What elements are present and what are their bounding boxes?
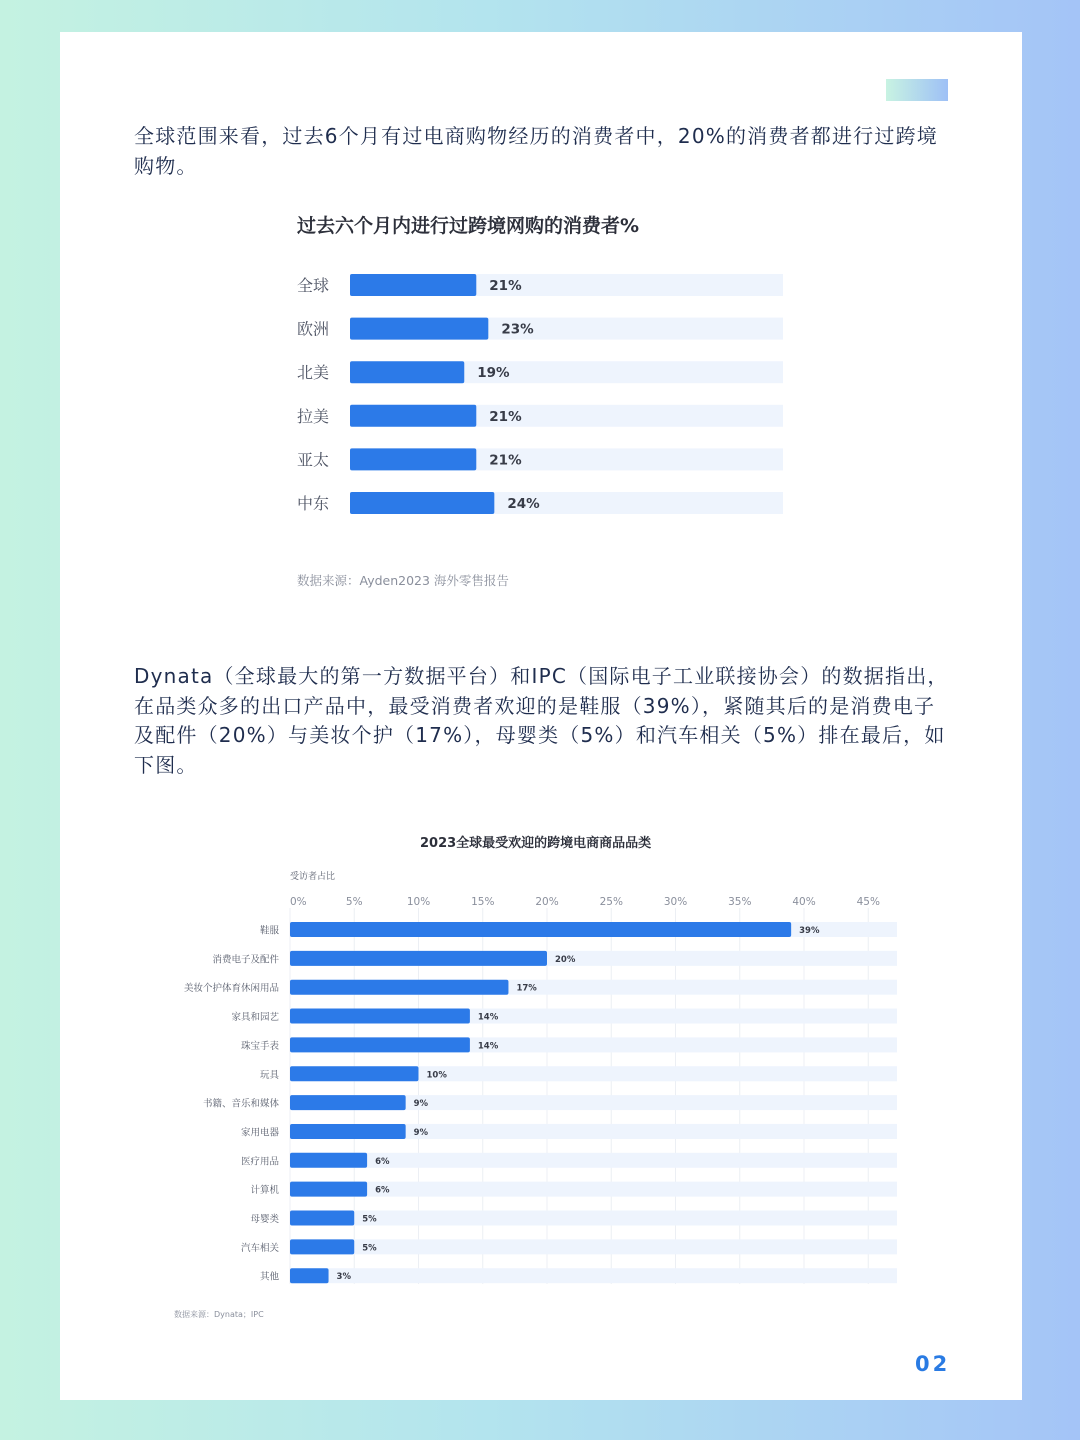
chart-1-value-label: 19% — [477, 365, 510, 382]
chart-2-bar — [290, 980, 508, 995]
chart-2-value-label: 9% — [413, 1127, 429, 1138]
chart-2-category-label: 家具和园艺 — [231, 1012, 279, 1024]
chart-2-tick-label: 15% — [471, 896, 495, 908]
paragraph-global-crossborder: 全球范围来看，过去6个月有过电商购物经历的消费者中，20%的消费者都进行过跨境购物。 — [134, 124, 938, 178]
chart-2-category-label: 玩具 — [259, 1069, 279, 1081]
chart-2-bar — [290, 1268, 329, 1283]
chart-2-bar — [290, 1095, 406, 1110]
chart-2-value-label: 10% — [426, 1070, 447, 1081]
chart-2-bar — [290, 1182, 367, 1197]
chart-2-bar — [290, 1239, 354, 1254]
chart-2-value-label: 14% — [477, 1012, 499, 1023]
chart-2-value-label: 3% — [336, 1272, 351, 1283]
chart-2-bar — [290, 1153, 367, 1168]
chart-2-category-label: 母婴类 — [250, 1214, 279, 1225]
chart-2-bar — [290, 1124, 406, 1139]
chart-1-value-label: 21% — [489, 408, 522, 425]
chart-1-value-label: 24% — [507, 496, 540, 512]
chart-2-value-label: 6% — [375, 1185, 390, 1196]
chart-2-value-label: 6% — [375, 1156, 390, 1167]
chart-2-category-label: 书籍、音乐和媒体 — [202, 1098, 279, 1110]
chart-2-value-label: 39% — [799, 926, 820, 936]
chart-1-value-label: 21% — [489, 278, 522, 294]
chart-2-title: 2023全球最受欢迎的跨境电商商品品类 — [420, 836, 652, 851]
chart-2-category-label: 家用电器 — [240, 1127, 279, 1139]
chart-1-value-label: 23% — [501, 321, 534, 338]
chart-2-tick-label: 20% — [535, 896, 559, 908]
chart-2-category-label: 消费电子及配件 — [212, 954, 279, 966]
chart-2-value-label: 17% — [516, 983, 537, 994]
chart-2-value-label: 14% — [477, 1041, 499, 1052]
chart-2-category-label: 其他 — [259, 1271, 279, 1283]
page-number: 02 — [915, 1352, 951, 1376]
chart-2-bar — [290, 922, 791, 937]
chart-2-track — [290, 1268, 897, 1283]
chart-2-category-label: 鞋服 — [259, 925, 279, 937]
chart-1-category-label: 北美 — [297, 363, 330, 383]
chart-1-category-label: 中东 — [297, 494, 330, 513]
chart-2-value-label: 5% — [362, 1243, 377, 1254]
chart-1-category-label: 拉美 — [297, 406, 330, 426]
chart-2-track — [290, 1239, 897, 1254]
chart-2-value-label: 20% — [555, 954, 576, 965]
chart-2-category-label: 珠宝手表 — [240, 1040, 279, 1052]
chart-2-tick-label: 0% — [290, 896, 307, 908]
chart-2-tick-label: 45% — [856, 896, 880, 908]
chart-1-title: 过去六个月内进行过跨境网购的消费者% — [297, 215, 640, 237]
paragraph-popular-categories: Dynata（全球最大的第一方数据平台）和IPC（国际电子工业联接协会）的数据指出，在品类众多的出口产品中，最受消费者欢迎的是鞋服（39%），紧随其后的是消费电子及配件（20%）与美妆个护（17%），母婴类（5%）和汽车相关（5%）排在最后，如下图。 — [134, 664, 949, 777]
chart-2-bar — [290, 1009, 470, 1024]
chart-2-source: 数据来源：Dynata；IPC — [174, 1310, 264, 1319]
chart-1-category-label: 欧洲 — [297, 319, 330, 339]
chart-2-tick-label: 10% — [406, 896, 431, 908]
chart-2-tick-label: 30% — [663, 896, 688, 908]
chart-2-bar — [290, 1211, 354, 1226]
chart-2-tick-label: 5% — [345, 896, 363, 908]
chart-2-track — [290, 1211, 897, 1226]
chart-2-category-label: 计算机 — [250, 1185, 279, 1197]
chart-2-category-label: 医疗用品 — [240, 1156, 279, 1168]
chart-2-tick-label: 25% — [599, 896, 623, 908]
chart-2-value-label: 5% — [362, 1214, 377, 1225]
chart-2-tick-label: 40% — [792, 896, 816, 908]
chart-2-tick-label: 35% — [728, 896, 752, 908]
chart-2-bar — [290, 1037, 470, 1052]
chart-1-value-label: 21% — [489, 452, 522, 469]
chart-2-category-label: 美妆个护体育休闲用品 — [183, 983, 279, 995]
chart-2-category-label: 汽车相关 — [240, 1242, 279, 1254]
chart-1-category-label: 亚太 — [297, 450, 330, 470]
chart-2-bar — [290, 951, 547, 966]
chart-1-source: 数据来源：Ayden2023 海外零售报告 — [297, 573, 509, 588]
chart-2-bar — [290, 1066, 419, 1081]
chart-1-category-label: 全球 — [297, 276, 330, 295]
chart-2-axis-title: 受访者占比 — [290, 872, 336, 882]
document-page — [60, 32, 1022, 1400]
chart-2-value-label: 9% — [413, 1099, 429, 1110]
chart-popular-categories — [60, 32, 1022, 1400]
